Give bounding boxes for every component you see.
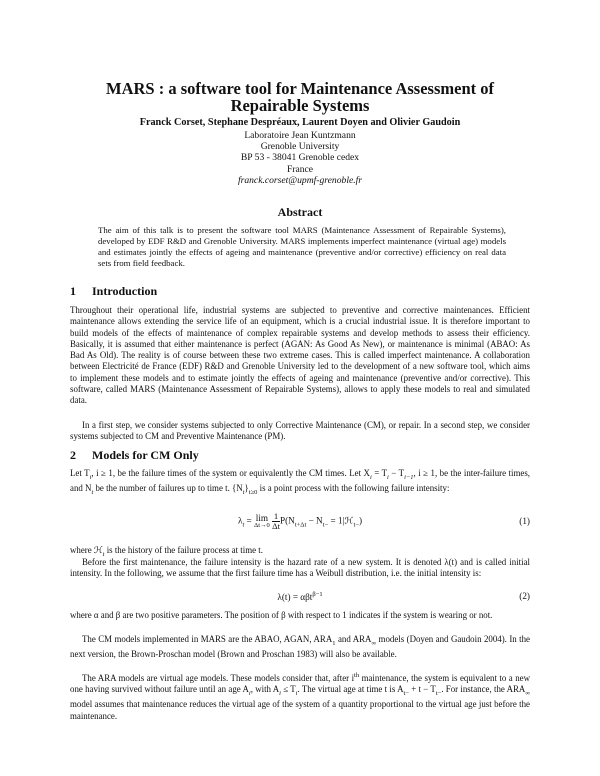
section-2-paragraph-4: where α and β are two positive parameters. The position of β with respect to 1 indicates if the system is wearing or not. [70, 610, 493, 620]
abstract-text: The aim of this talk is to present the software tool MARS (Maintenance Assessment of Repairable Systems), developed by EDF R&D and Grenoble University. MARS implements imperfect maintenance (virtual age) models and estimates jointly the effects of ageing and maintenance (preventive and/or corrective) efficiency on real data sets from field feedback. [98, 225, 506, 268]
affiliation-lab: Laboratoire Jean Kuntzmann [244, 130, 356, 141]
paper-title: MARS : a software tool for Maintenance Assessment of Repairable Systems [106, 79, 494, 115]
section-1-heading [70, 284, 530, 299]
affiliation-country: France [286, 163, 314, 175]
equation-1-number: (1) [519, 516, 530, 526]
section-2-paragraph-5: The CM models implemented in MARS are the ABAO, AGAN, $ARA_1$ and $ARA_\infty$ models (Doyen and Gaudoin 2004). In the next version, the Brown-Proschan model (Brown and Proschan 1983) will also be available. [70, 634, 530, 660]
equation-2-formula: λ(t) = αβt$^{\beta-1}$ [277, 591, 323, 603]
section-title-text: Introduction [92, 284, 158, 298]
affiliation-block [100, 130, 500, 186]
section-1-paragraph-1: Throughout their operational life, industrial systems are subjected to preventive and corrective maintenances. Efficient maintenance allows extending the service life of an equipment, which is a crucial industrial issue. It is therefore important to build models of the effects of maintenance of complex repairable systems and develop methods to assess their efficiency. Basically, it is assumed that either maintenance is perfect (AGAN: As Good As New), or maintenance is minimal (ABAO: As Bad As Old). The reality is of course between these two extreme cases. This is called imperfect maintenance. A collaboration between Electricité de France (EDF) R&D and Grenoble University led to the development of a new software tool, which aims to implement these models and to estimate jointly the effects of ageing and maintenance (preventive and/or corrective). This software, called MARS (Maintenance Assessment of Repairable Systems), allows to apply these models to real and simulated data. [70, 305, 530, 406]
equation-2-number: (2) [519, 591, 530, 601]
affiliation-address: BP 53 - 38041 Grenoble cedex [240, 152, 360, 164]
section-title-text: Models for CM Only [92, 448, 199, 462]
equation-1 [70, 512, 530, 536]
section-number: 1 [70, 284, 76, 298]
section-number: 2 [70, 448, 76, 462]
section-2-paragraph-2: where ℋ$_t$ is the history of the failure process at time t. [70, 545, 263, 558]
author-email: franck.corset@upmf-grenoble.fr [237, 174, 363, 186]
section-2-paragraph-3: Before the first maintenance, the failure intensity is the hazard rate of a new system. It is denoted λ(t) and is called initial intensity. In the following, we assume that the first failure time has a Weibull distribution, i.e. the initial intensity is: [70, 557, 530, 579]
affiliation-university: Grenoble University [260, 141, 340, 153]
equation-1-formula: $\lambda_t = \lim$ Δt→0 $\frac{1}{\Delta t}$ $P(N_{t+\Delta t} - N_{t-}$ = 1|ℋ$_{t-}$) [237, 511, 363, 531]
section-2-paragraph-1: Let $T_i$, i ≥ 1, be the failure times of the system or equivalently the CM times. Let $X_i = T_i - T_{i-1}$, i ≥ 1, be the inter-failure times, and $N_t$ be the number of failures up to time t. $\{N_t\}_{t\ge 0}$ is a point process with the following failure intensity: [70, 468, 530, 496]
paper-authors: Franck Corset, Stephane Despréaux, Laurent Doyen and Olivier Gaudoin [139, 117, 461, 128]
section-1-paragraph-2: In a first step, we consider systems subjected to only Corrective Maintenance (CM), or repair. In a second step, we consider systems subjected to CM and Preventive Maintenance (PM). [70, 420, 530, 442]
abstract-heading: Abstract [277, 205, 323, 219]
section-2-heading [70, 448, 530, 463]
section-2-paragraph-6: The ARA models are virtual age models. These models consider that, after $i^{th}$ maintenance, the system is equivalent to a new one having survived without failure until an age $A_i$, with $A_i \le T_i$. The virtual age at time t is $A_{t-} + t - T_{t-}$. For instance, the $ARA_\infty$ model assumes that maintenance reduces the virtual age of the system of a quantity proportional to the virtual age just before the maintenance. [70, 672, 530, 721]
